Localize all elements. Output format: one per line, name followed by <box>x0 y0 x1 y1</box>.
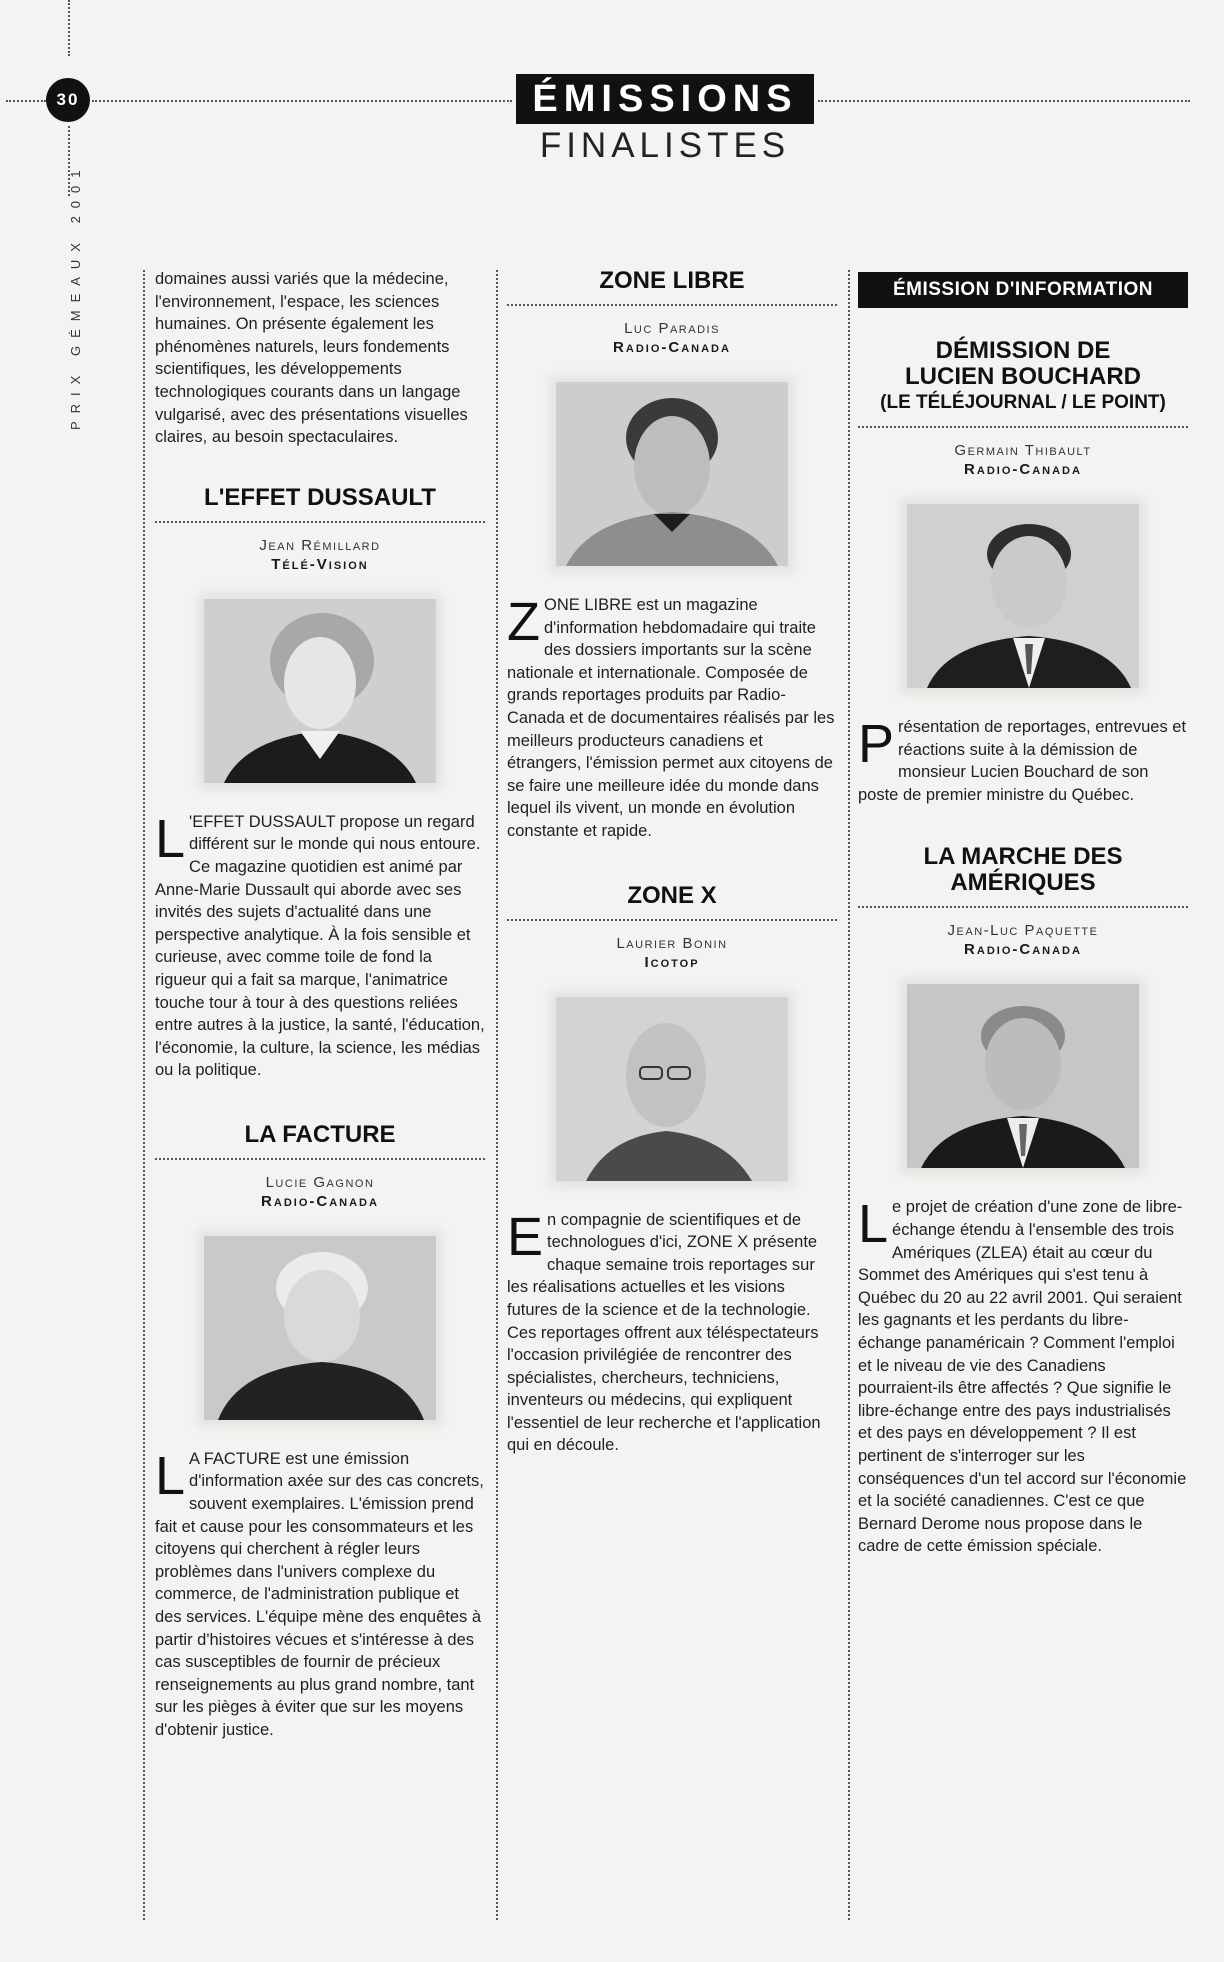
portrait-man-suit-image <box>907 504 1139 688</box>
show-host: Germain Thibault <box>954 442 1092 459</box>
intro-paragraph: domaines aussi variés que la médecine, l'environnement, l'espace, les sciences humaines. On présente également les phénomènes naturels, leurs fondements scientifiques, les développements technologiques courants dans un langage vulgarisé, avec des présentations visuelles claires, au besoin spectaculaires. <box>155 270 468 447</box>
header-rule-mid <box>92 100 512 102</box>
show-network: Radio-Canada <box>964 461 1082 478</box>
drop-cap: L <box>155 1445 186 1506</box>
host-photo <box>907 984 1139 1168</box>
show-title: LA FACTURE <box>155 1122 485 1160</box>
side-publication-label: PRIX GÉMEAUX 2001 <box>68 162 83 430</box>
drop-cap: L <box>858 1194 889 1255</box>
header-rule-left <box>6 100 46 102</box>
page-number: 30 <box>46 78 90 122</box>
show-title <box>858 338 1188 428</box>
host-photo <box>907 504 1139 688</box>
show-network: Icotop <box>644 953 700 971</box>
show-demission <box>858 338 1188 806</box>
show-host: Laurier Bonin <box>616 934 728 952</box>
category-badge: ÉMISSION D'INFORMATION <box>858 272 1188 308</box>
host-photo <box>204 599 436 783</box>
left-margin-rule <box>68 0 70 56</box>
column-divider-2 <box>496 270 498 1920</box>
portrait-man-gray-hair-image <box>204 1236 436 1420</box>
portrait-woman-image <box>204 599 436 783</box>
show-network: Télé-Vision <box>271 555 369 573</box>
show-description <box>155 1445 485 1742</box>
column-right <box>858 268 1188 1558</box>
column-divider-3 <box>848 270 850 1920</box>
portrait-man-dark-hair-image <box>556 382 788 566</box>
show-zone-x <box>507 883 837 1458</box>
page-title: ÉMISSIONS <box>516 74 814 124</box>
show-description <box>507 1206 837 1458</box>
drop-cap: Z <box>507 592 540 652</box>
show-description <box>858 1196 1188 1558</box>
description-text: n compagnie de scientifiques et de technologues d'ici, ZONE X présente chaque semaine trois reportages sur les réalisations actuelles et les visions futures de la science et de la technologie. Ces reportages offrent aux téléspectateurs l'occasion privilégiée de rencontrer des spécialistes, chercheurs, techniciens, inventeurs ou médecins, qui expliquent l'essentiel de leur recherche et l'application qui en découle. <box>507 1210 821 1455</box>
show-zone-libre <box>507 268 837 843</box>
header-rule-right <box>818 100 1190 102</box>
show-description <box>507 594 837 843</box>
show-description <box>155 808 485 1082</box>
host-photo <box>204 1236 436 1420</box>
show-network: Radio-Canada <box>261 1192 379 1210</box>
portrait-older-man-suit-image <box>907 984 1139 1168</box>
show-description <box>858 716 1188 806</box>
host-photo <box>556 382 788 566</box>
show-effet-dussault <box>155 485 485 1082</box>
portrait-man-glasses-image <box>556 997 788 1181</box>
show-title: ZONE X <box>507 883 837 921</box>
show-host: Jean Rémillard <box>259 536 381 554</box>
column-middle <box>507 268 837 1457</box>
show-title-text: DÉMISSION DE LUCIEN BOUCHARD <box>905 337 1141 390</box>
show-network: Radio-Canada <box>613 339 731 356</box>
description-text: résentation de reportages, entrevues et réactions suite à la démission de monsieur Lucien Bouchard de son poste de premier ministre du Québec. <box>858 718 1187 804</box>
description-text: ONE LIBRE est un magazine d'information hebdomadaire qui traite des dossiers importants sur la scène nationale et internationale. Composée de grands reportages produits par Radio-Canada et de documentaires réalisés par les meilleurs producteurs canadiens et étrangers, l'émission permet aux citoyens de se faire une meilleure idée du monde dans lequel ils vivent, un monde en évolution constante et rapide. <box>507 596 835 840</box>
show-title: L'EFFET DUSSAULT <box>155 485 485 523</box>
show-subtitle: (LE TÉLÉJOURNAL / LE POINT) <box>880 392 1166 413</box>
show-title: LA MARCHE DES AMÉRIQUES <box>858 844 1188 908</box>
description-text: A FACTURE est une émission d'information axée sur des cas concrets, souvent exemplaires. L'émission prend fait et cause pour les consommateurs et les citoyens qui cherchent à régler leurs problèmes dans l'univers complexe du commerce, de l'administration publique et des services. L'équipe mène des enquêtes à partir d'histoires vécues et s'intéresse à des cas susceptibles de fournir de précieux renseignements au plus grand nombre, tant sur les pièges à éviter que sur les moyens d'obtenir justice. <box>155 1449 484 1739</box>
show-network: Radio-Canada <box>964 941 1082 959</box>
show-title: ZONE LIBRE <box>507 268 837 306</box>
description-text: e projet de création d'une zone de libre-échange étendu à l'ensemble des trois Amériques (ZLEA) était au cœur du Sommet des Amériques qui s'est tenu à Québec du 20 au 22 avril 2001. Qui seraient les gagnants et les perdants du libre-échange panaméricain ? Comment l'emploi et le niveau de vie des Canadiens pourraient-ils être affectés ? Que signifie le libre-échange entre des pays industrialisés et des pays en développement ? Il est pertinent de s'interroger sur les conséquences d'un tel accord sur l'économie et la société canadiennes. C'est ce que Bernard Derome nous propose dans le cadre de cette émission spéciale. <box>858 1198 1187 1556</box>
host-photo <box>556 997 788 1181</box>
page-subtitle: FINALISTES <box>539 126 791 165</box>
column-divider-1 <box>143 270 145 1920</box>
show-host: Jean-Luc Paquette <box>947 922 1099 940</box>
drop-cap: L <box>155 808 186 869</box>
show-la-facture <box>155 1122 485 1742</box>
column-left <box>155 268 485 1742</box>
drop-cap: P <box>858 714 895 774</box>
show-marche <box>858 844 1188 1558</box>
drop-cap: E <box>507 1206 544 1267</box>
description-text: 'EFFET DUSSAULT propose un regard différent sur le monde qui nous entoure. Ce magazine quotidien est animé par Anne-Marie Dussault qui aborde avec ses invités des sujets d'actualité dans une perspective analytique. À la fois sensible et curieuse, avec comme toile de fond la rigueur qui a fait sa marque, l'animatrice touche tour à tour à des questions reliées entre autres à la justice, la santé, l'éducation, l'économie, la culture, la science, les médias ou la politique. <box>155 812 485 1080</box>
show-host: Lucie Gagnon <box>265 1173 375 1191</box>
show-host: Luc Paradis <box>624 320 720 337</box>
